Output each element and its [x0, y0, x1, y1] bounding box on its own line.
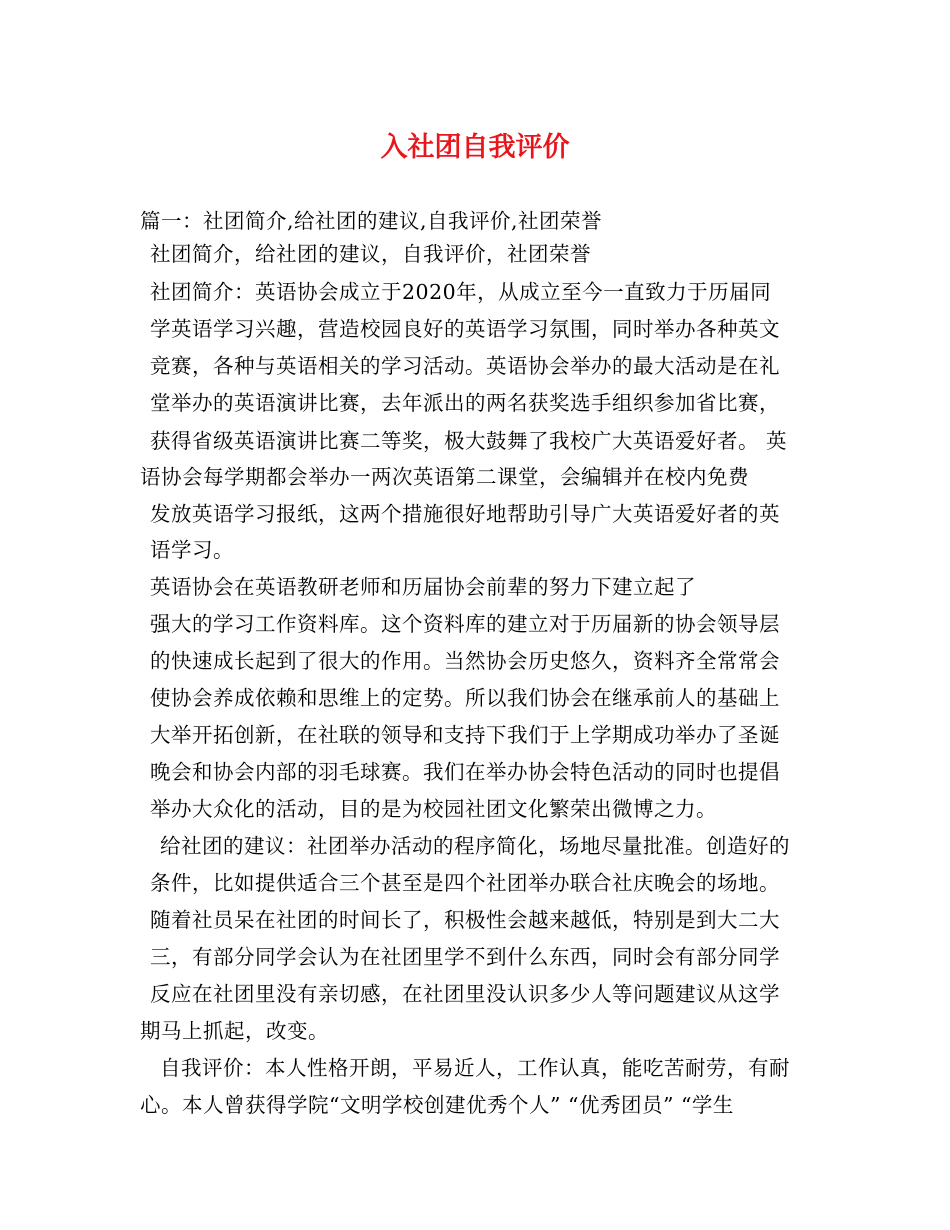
text-line: 堂举办的英语演讲比赛，去年派出的两名获奖选手组织参加省比赛， — [150, 391, 780, 415]
text-line: 使协会养成依赖和思维上的定势。所以我们协会在继承前人的基础上 — [150, 686, 780, 710]
text-line: 语学习。 — [150, 538, 234, 562]
document-title: 入社团自我评价 — [380, 132, 570, 163]
text-line: 社团简介，给社团的建议，自我评价，社团荣誉 — [150, 242, 591, 266]
text-line: 语协会每学期都会举办一两次英语第二课堂，会编辑并在校内免费 — [140, 465, 749, 489]
text-line: 反应在社团里没有亲切感，在社团里没认识多少人等问题建议从这学 — [150, 982, 780, 1006]
text-line: 强大的学习工作资料库。这个资料库的建立对于历届新的协会领导层 — [150, 612, 780, 636]
text-line: 自我评价：本人性格开朗，平易近人，工作认真，能吃苦耐劳，有耐 — [160, 1056, 790, 1080]
text-line: 三，有部分同学会认为在社团里学不到什么东西，同时会有部分同学 — [150, 945, 780, 969]
text-line: 的快速成长起到了很大的作用。当然协会历史悠久，资料齐全常常会 — [150, 649, 780, 673]
text-line: 篇一：社团简介,给社团的建议,自我评价,社团荣誉 — [140, 209, 603, 233]
text-line: 举办大众化的活动，目的是为校园社团文化繁荣出微博之力。 — [150, 797, 717, 821]
text-line: 条件，比如提供适合三个甚至是四个社团举办联合社庆晚会的场地。 — [150, 871, 780, 895]
text-line: 晚会和协会内部的羽毛球赛。我们在举办协会特色活动的同时也提倡 — [150, 760, 780, 784]
text-line: 大举开拓创新，在社联的领导和支持下我们于上学期成功举办了圣诞 — [150, 723, 780, 747]
text-line: 给社团的建议：社团举办活动的程序简化，场地尽量批准。创造好的 — [160, 834, 790, 858]
text-line: 期马上抓起，改变。 — [140, 1019, 329, 1043]
text-line: 心。本人曾获得学院“文明学校创建优秀个人” “优秀团员” “学生 — [140, 1093, 734, 1117]
text-line: 学英语学习兴趣，营造校园良好的英语学习氛围，同时举办各种英文 — [150, 317, 780, 341]
text-line: 获得省级英语演讲比赛二等奖，极大鼓舞了我校广大英语爱好者。 英 — [150, 429, 788, 453]
text-line: 社团简介：英语协会成立于2020年，从成立至今一直致力于历届同 — [150, 280, 772, 304]
text-line: 随着社员呆在社团的时间长了，积极性会越来越低，特别是到大二大 — [150, 908, 780, 932]
text-line: 英语协会在英语教研老师和历届协会前辈的努力下建立起了 — [150, 575, 696, 599]
text-line: 发放英语学习报纸，这两个措施很好地帮助引导广大英语爱好者的英 — [150, 502, 780, 526]
text-line: 竞赛，各种与英语相关的学习活动。英语协会举办的最大活动是在礼 — [150, 354, 780, 378]
